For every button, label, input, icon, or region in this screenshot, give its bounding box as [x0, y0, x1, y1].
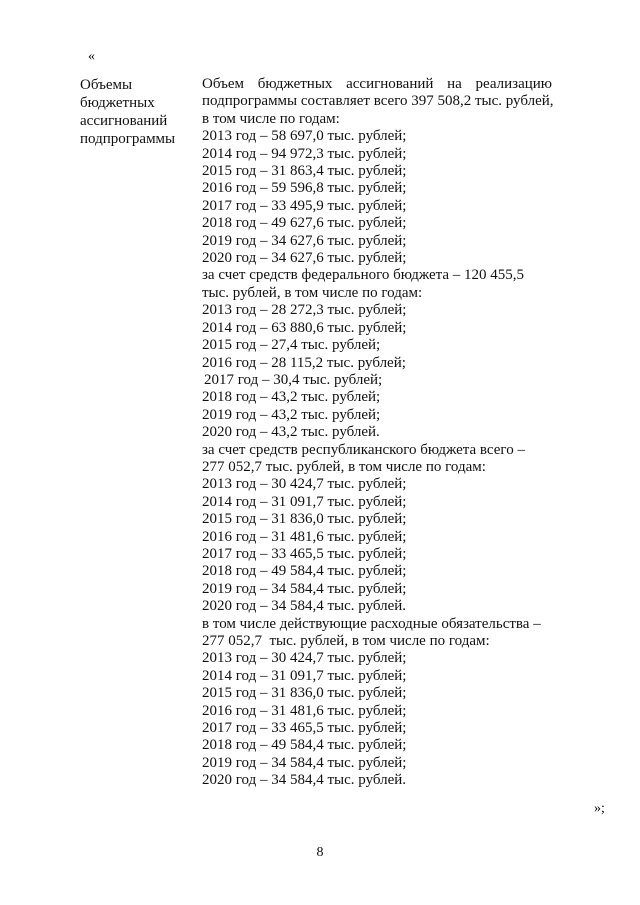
- total-year-line: 2016 год – 59 596,8 тыс. рублей;: [202, 180, 407, 197]
- section-label-line: Объемы: [80, 77, 133, 93]
- obligations-year-line: 2017 год – 33 465,5 тыс. рублей;: [202, 720, 407, 737]
- republican-year-line: 2019 год – 34 584,4 тыс. рублей;: [202, 580, 407, 597]
- obligations-line: 277 052,7 тыс. рублей, в том числе по годам:: [202, 633, 490, 649]
- republican-year-line: 2018 год – 49 584,4 тыс. рублей;: [202, 563, 407, 580]
- federal-year-line: 2015 год – 27,4 тыс. рублей;: [202, 337, 381, 354]
- section-label-line: подпрограммы: [80, 131, 176, 147]
- total-year-line: 2017 год – 33 495,9 тыс. рублей;: [202, 197, 407, 214]
- opening-quote: «: [88, 49, 95, 64]
- intro-line: Объем бюджетных ассигнований на реализацию: [202, 76, 552, 92]
- obligations-year-line: 2016 год – 31 481,6 тыс. рублей;: [202, 702, 407, 719]
- obligations-line: в том числе действующие расходные обязательства –: [202, 615, 541, 632]
- obligations-year-line: 2018 год – 49 584,4 тыс. рублей;: [202, 737, 407, 754]
- federal-budget-line: за счет средств федерального бюджета – 120 455,5: [202, 267, 525, 284]
- obligations-year-line: 2020 год – 34 584,4 тыс. рублей.: [202, 772, 407, 789]
- republican-year-line: 2015 год – 31 836,0 тыс. рублей;: [202, 511, 407, 528]
- republican-year-line: 2013 год – 30 424,7 тыс. рублей;: [202, 476, 407, 493]
- federal-budget-line: тыс. рублей, в том числе по годам:: [202, 284, 423, 301]
- section-label-line: бюджетных: [80, 95, 155, 111]
- republican-year-line: 2020 год – 34 584,4 тыс. рублей.: [202, 598, 407, 615]
- total-year-line: 2014 год – 94 972,3 тыс. рублей;: [202, 145, 407, 162]
- republican-year-line: 2014 год – 31 091,7 тыс. рублей;: [202, 493, 407, 510]
- republican-year-line: 2016 год – 31 481,6 тыс. рублей;: [202, 528, 407, 545]
- total-year-line: 2015 год – 31 863,4 тыс. рублей;: [202, 163, 407, 180]
- obligations-year-line: 2014 год – 31 091,7 тыс. рублей;: [202, 667, 407, 684]
- total-year-line: 2020 год – 34 627,6 тыс. рублей;: [202, 250, 407, 267]
- federal-year-line: 2020 год – 43,2 тыс. рублей.: [202, 424, 380, 441]
- obligations-year-line: 2013 год – 30 424,7 тыс. рублей;: [202, 650, 407, 667]
- intro-line: подпрограммы составляет всего 397 508,2 тыс. рублей,: [202, 93, 554, 110]
- federal-year-line: 2017 год – 30,4 тыс. рублей;: [204, 371, 383, 388]
- republican-year-line: 2017 год – 33 465,5 тыс. рублей;: [202, 545, 407, 562]
- section-label: [80, 76, 190, 148]
- obligations-year-line: 2019 год – 34 584,4 тыс. рублей;: [202, 754, 407, 771]
- total-year-line: 2018 год – 49 627,6 тыс. рублей;: [202, 215, 407, 232]
- budget-description: [202, 76, 552, 790]
- total-year-line: 2013 год – 58 697,0 тыс. рублей;: [202, 128, 407, 145]
- page-number: 8: [316, 845, 324, 860]
- federal-year-line: 2019 год – 43,2 тыс. рублей;: [202, 406, 381, 423]
- republican-budget-line: 277 052,7 тыс. рублей, в том числе по годам:: [202, 458, 486, 475]
- federal-year-line: 2013 год – 28 272,3 тыс. рублей;: [202, 302, 407, 319]
- obligations-year-line: 2015 год – 31 836,0 тыс. рублей;: [202, 685, 407, 702]
- total-year-line: 2019 год – 34 627,6 тыс. рублей;: [202, 232, 407, 249]
- section-label-line: ассигнований: [80, 113, 168, 129]
- closing-quote: »;: [594, 801, 605, 816]
- republican-budget-line: за счет средств республиканского бюджета всего –: [202, 441, 525, 458]
- intro-line: в том числе по годам:: [202, 110, 340, 127]
- federal-year-line: 2018 год – 43,2 тыс. рублей;: [202, 389, 381, 406]
- federal-year-line: 2016 год – 28 115,2 тыс. рублей;: [202, 354, 406, 371]
- federal-year-line: 2014 год – 63 880,6 тыс. рублей;: [202, 319, 407, 336]
